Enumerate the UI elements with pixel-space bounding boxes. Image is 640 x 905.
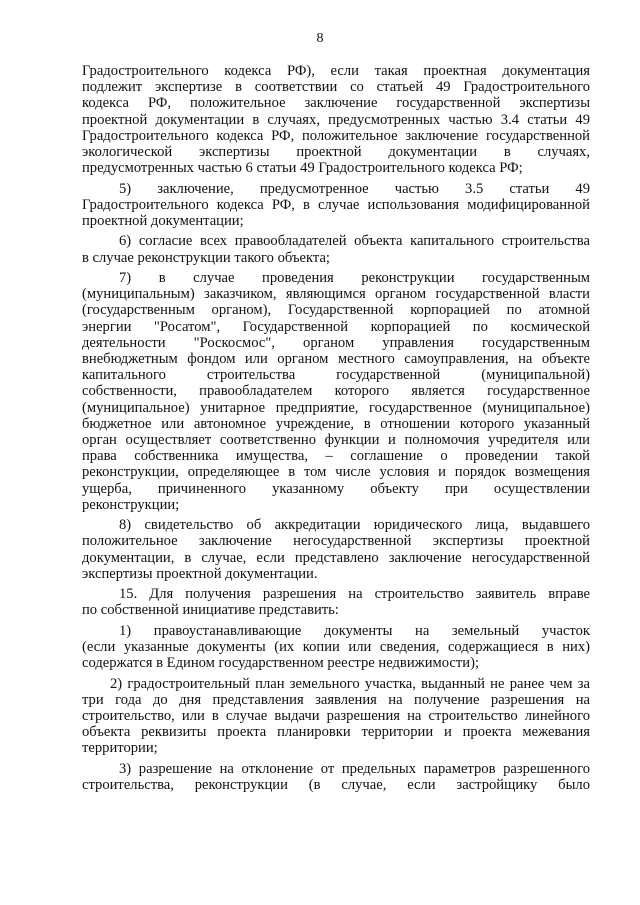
text-line: бюджетное или автономное учреждение, в отношении которого указанный xyxy=(82,415,590,432)
text-line: экспертизы проектной документации. xyxy=(82,565,318,582)
text-line: территории; xyxy=(82,740,158,757)
text-line: содержатся в Едином государственном реестре недвижимости); xyxy=(82,655,479,672)
text-line: (муниципальным) заказчиком, являющимся органом государственной власти xyxy=(82,286,590,303)
document-body xyxy=(82,63,590,793)
text-line: 7) в случае проведения реконструкции государственным xyxy=(119,270,590,286)
text-line: внебюджетным фондом или органом местного самоуправления, на объекте xyxy=(82,351,590,368)
text-line: документации, в случае, если представлено заключение негосударственной xyxy=(82,549,590,566)
text-line: строительство, или в случае выдачи разрешения на строительство линейного xyxy=(82,708,590,725)
text-line: проектной документации; xyxy=(82,213,244,230)
text-line: 5) заключение, предусмотренное частью 3.5 статьи 49 xyxy=(119,180,590,197)
text-line: орган осуществляет соответственно функции и полномочия учредителя или xyxy=(82,432,590,449)
text-line: ущерба, причиненного указанному объекту при осуществлении xyxy=(82,480,590,497)
text-line: кодекса РФ, положительное заключение государственной экспертизы xyxy=(82,95,590,112)
text-line: три года до дня представления заявления на получение разрешения на xyxy=(82,691,590,708)
text-line: в случае реконструкции такого объекта; xyxy=(82,249,330,266)
text-line: проектной документации в случаях, предусмотренных частью 3.4 статьи 49 xyxy=(82,111,590,128)
page-number: 8 xyxy=(316,31,324,46)
text-line: энергии "Росатом", Государственной корпорацией по космической xyxy=(82,318,590,335)
text-line: (государственным органом), Государственной корпорацией по атомной xyxy=(82,302,590,319)
text-line: Градостроительного кодекса РФ, положительное заключение государственной xyxy=(82,127,590,144)
text-line: положительное заключение негосударственной экспертизы проектной xyxy=(82,533,590,550)
text-line: строительства, реконструкции (в случае, если застройщику было xyxy=(82,777,590,794)
text-line: Градостроительного кодекса РФ), если такая проектная документация xyxy=(82,63,590,79)
text-line: 1) правоустанавливающие документы на земельный участок xyxy=(119,622,590,639)
text-line: Градостроительного кодекса РФ, в случае использования модифицированной xyxy=(82,196,590,213)
text-line: 2) градостроительный план земельного участка, выданный не ранее чем за xyxy=(110,675,590,692)
text-line: (муниципальное) унитарное предприятие, государственное (муниципальное) xyxy=(82,399,590,416)
text-line: экологической экспертизы проектной документации в случаях, xyxy=(82,144,590,161)
text-line: 6) согласие всех правообладателей объекта капитального строительства xyxy=(119,233,590,250)
text-line: собственности, правообладателем которого является государственное xyxy=(82,383,590,400)
text-line: по собственной инициативе представить: xyxy=(82,602,339,619)
text-line: 8) свидетельство об аккредитации юридического лица, выдавшего xyxy=(119,517,590,534)
text-line: капитального строительства государственной (муниципальной) xyxy=(82,367,590,384)
text-line: предусмотренных частью 6 статьи 49 Градостроительного кодекса РФ; xyxy=(82,160,523,177)
text-line: права собственника имущества, – соглашение о проведении такой xyxy=(82,448,590,465)
text-line: 3) разрешение на отклонение от предельных параметров разрешенного xyxy=(119,760,590,777)
text-line: подлежит экспертизе в соответствии со статьей 49 Градостроительного xyxy=(82,79,590,96)
text-line: деятельности "Роскосмос", органом управления государственным xyxy=(82,334,590,351)
text-line: (если указанные документы (их копии или сведения, содержащиеся в них) xyxy=(82,639,590,656)
text-line: реконструкции; xyxy=(82,496,180,513)
text-line: реконструкции, определяющее в том числе условия и порядок возмещения xyxy=(82,464,590,481)
text-line: объекта реквизиты проекта планировки территории и проекта межевания xyxy=(82,724,590,741)
text-line: 15. Для получения разрешения на строительство заявитель вправе xyxy=(119,586,590,603)
